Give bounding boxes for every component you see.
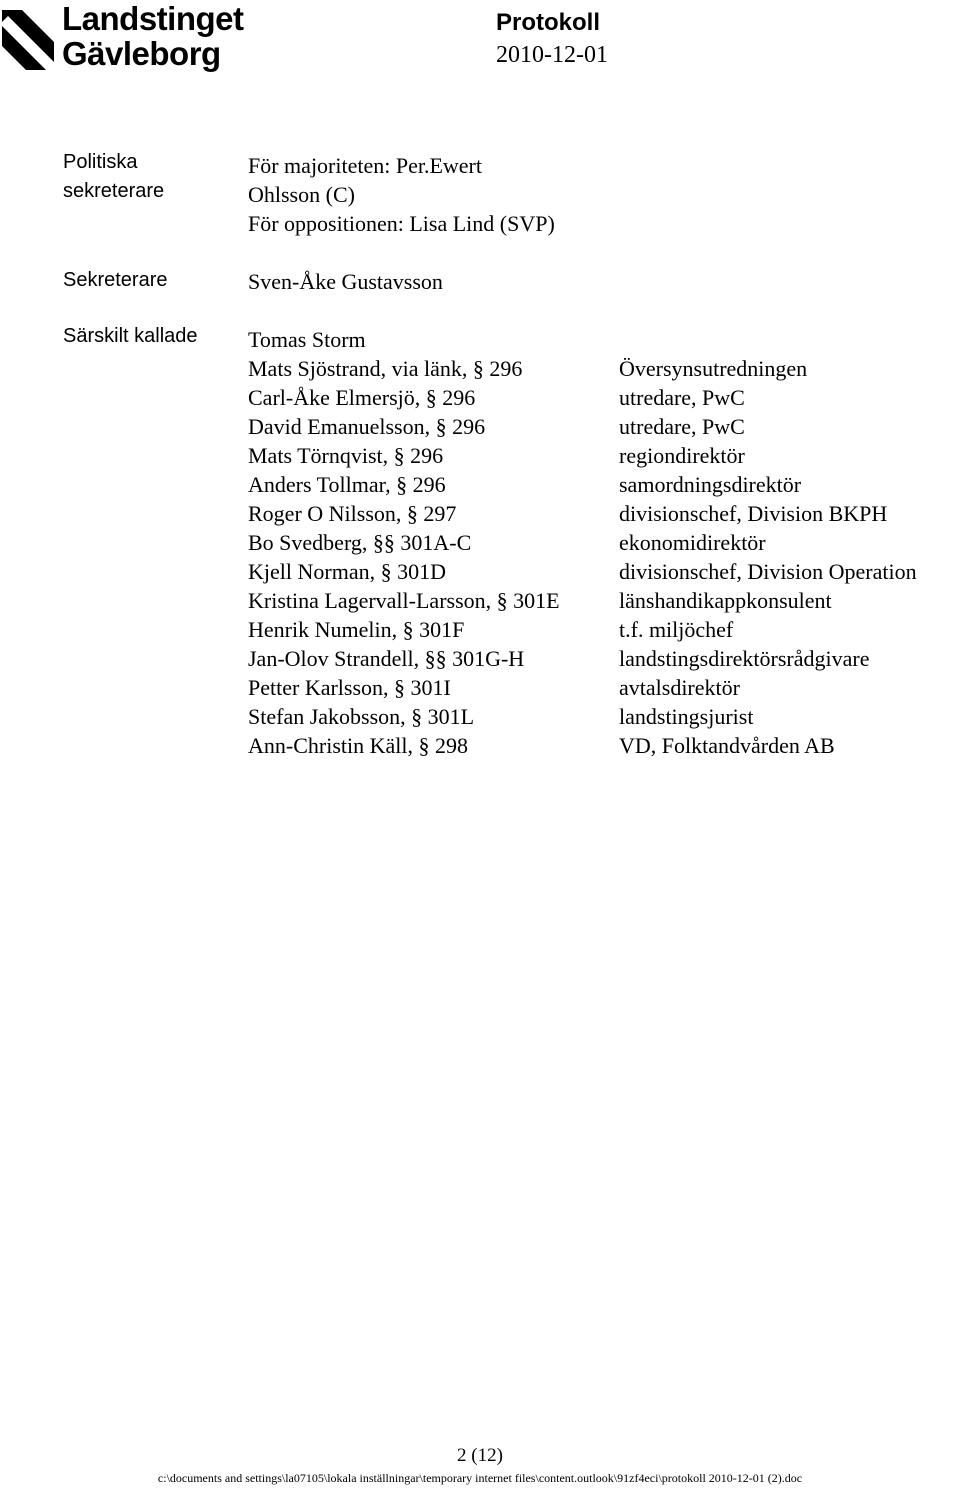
page-number: 2 (12) bbox=[457, 1445, 503, 1466]
attendee-name: Ann-Christin Käll, § 298 bbox=[248, 733, 468, 758]
attendee-role: utredare, PwC bbox=[619, 385, 745, 410]
politiska-line-1: För majoriteten: Per.Ewert bbox=[248, 153, 482, 178]
document-title: Protokoll bbox=[496, 9, 601, 36]
sarskilt-kallade-label: Särskilt kallade bbox=[63, 325, 198, 347]
attendee-name: Roger O Nilsson, § 297 bbox=[248, 501, 457, 526]
attendee-name: Stefan Jakobsson, § 301L bbox=[248, 704, 475, 729]
attendee-role: ekonomidirektör bbox=[619, 530, 766, 555]
logo-mark-icon bbox=[0, 8, 56, 72]
politiska-sekreterare-label-1: Politiska bbox=[63, 151, 138, 173]
attendee-role: landstingsdirektörsrådgivare bbox=[619, 646, 870, 671]
attendee-name: Kjell Norman, § 301D bbox=[248, 559, 446, 584]
attendee-name: Bo Svedberg, §§ 301A-C bbox=[248, 530, 472, 555]
attendee-name: Mats Törnqvist, § 296 bbox=[248, 443, 444, 468]
attendee-role: Översynsutredningen bbox=[619, 356, 808, 381]
attendee-role: divisionschef, Division Operation bbox=[619, 559, 917, 584]
attendee-name: David Emanuelsson, § 296 bbox=[248, 414, 486, 439]
logo-text-line1: Landstinget bbox=[62, 0, 244, 37]
sekreterare-name: Sven-Åke Gustavsson bbox=[248, 269, 443, 294]
document-date: 2010-12-01 bbox=[496, 42, 608, 68]
sekreterare-label: Sekreterare bbox=[63, 269, 168, 291]
attendee-role: samordningsdirektör bbox=[619, 472, 802, 497]
politiska-line-3: För oppositionen: Lisa Lind (SVP) bbox=[248, 211, 555, 236]
attendee-name: Kristina Lagervall-Larsson, § 301E bbox=[248, 588, 560, 613]
attendee-role: utredare, PwC bbox=[619, 414, 745, 439]
attendee-role: länshandikappkonsulent bbox=[619, 588, 832, 613]
attendee-role: t.f. miljöchef bbox=[619, 617, 734, 642]
attendee-name: Jan-Olov Strandell, §§ 301G-H bbox=[248, 646, 525, 671]
attendee-role: divisionschef, Division BKPH bbox=[619, 501, 888, 526]
politiska-sekreterare-label-2: sekreterare bbox=[63, 180, 165, 202]
attendee-name: Carl-Åke Elmersjö, § 296 bbox=[248, 385, 476, 410]
attendee-role: avtalsdirektör bbox=[619, 675, 740, 700]
attendee-name: Petter Karlsson, § 301I bbox=[248, 675, 451, 700]
logo-text-line2: Gävleborg bbox=[62, 35, 221, 72]
attendee-name: Tomas Storm bbox=[248, 327, 366, 352]
organization-logo bbox=[0, 2, 245, 80]
attendee-name: Anders Tollmar, § 296 bbox=[248, 472, 446, 497]
file-path: c:\documents and settings\la07105\lokala inställningar\temporary internet files\content.outlook\91zf4eci\protokoll 2010-12-01 (2).doc bbox=[157, 1471, 803, 1485]
attendee-name: Henrik Numelin, § 301F bbox=[248, 617, 465, 642]
attendee-role: landstingsjurist bbox=[619, 704, 754, 729]
politiska-line-2: Ohlsson (C) bbox=[248, 182, 355, 207]
attendee-role: regiondirektör bbox=[619, 443, 745, 468]
attendee-role: VD, Folktandvården AB bbox=[619, 733, 835, 758]
attendee-name: Mats Sjöstrand, via länk, § 296 bbox=[248, 356, 523, 381]
